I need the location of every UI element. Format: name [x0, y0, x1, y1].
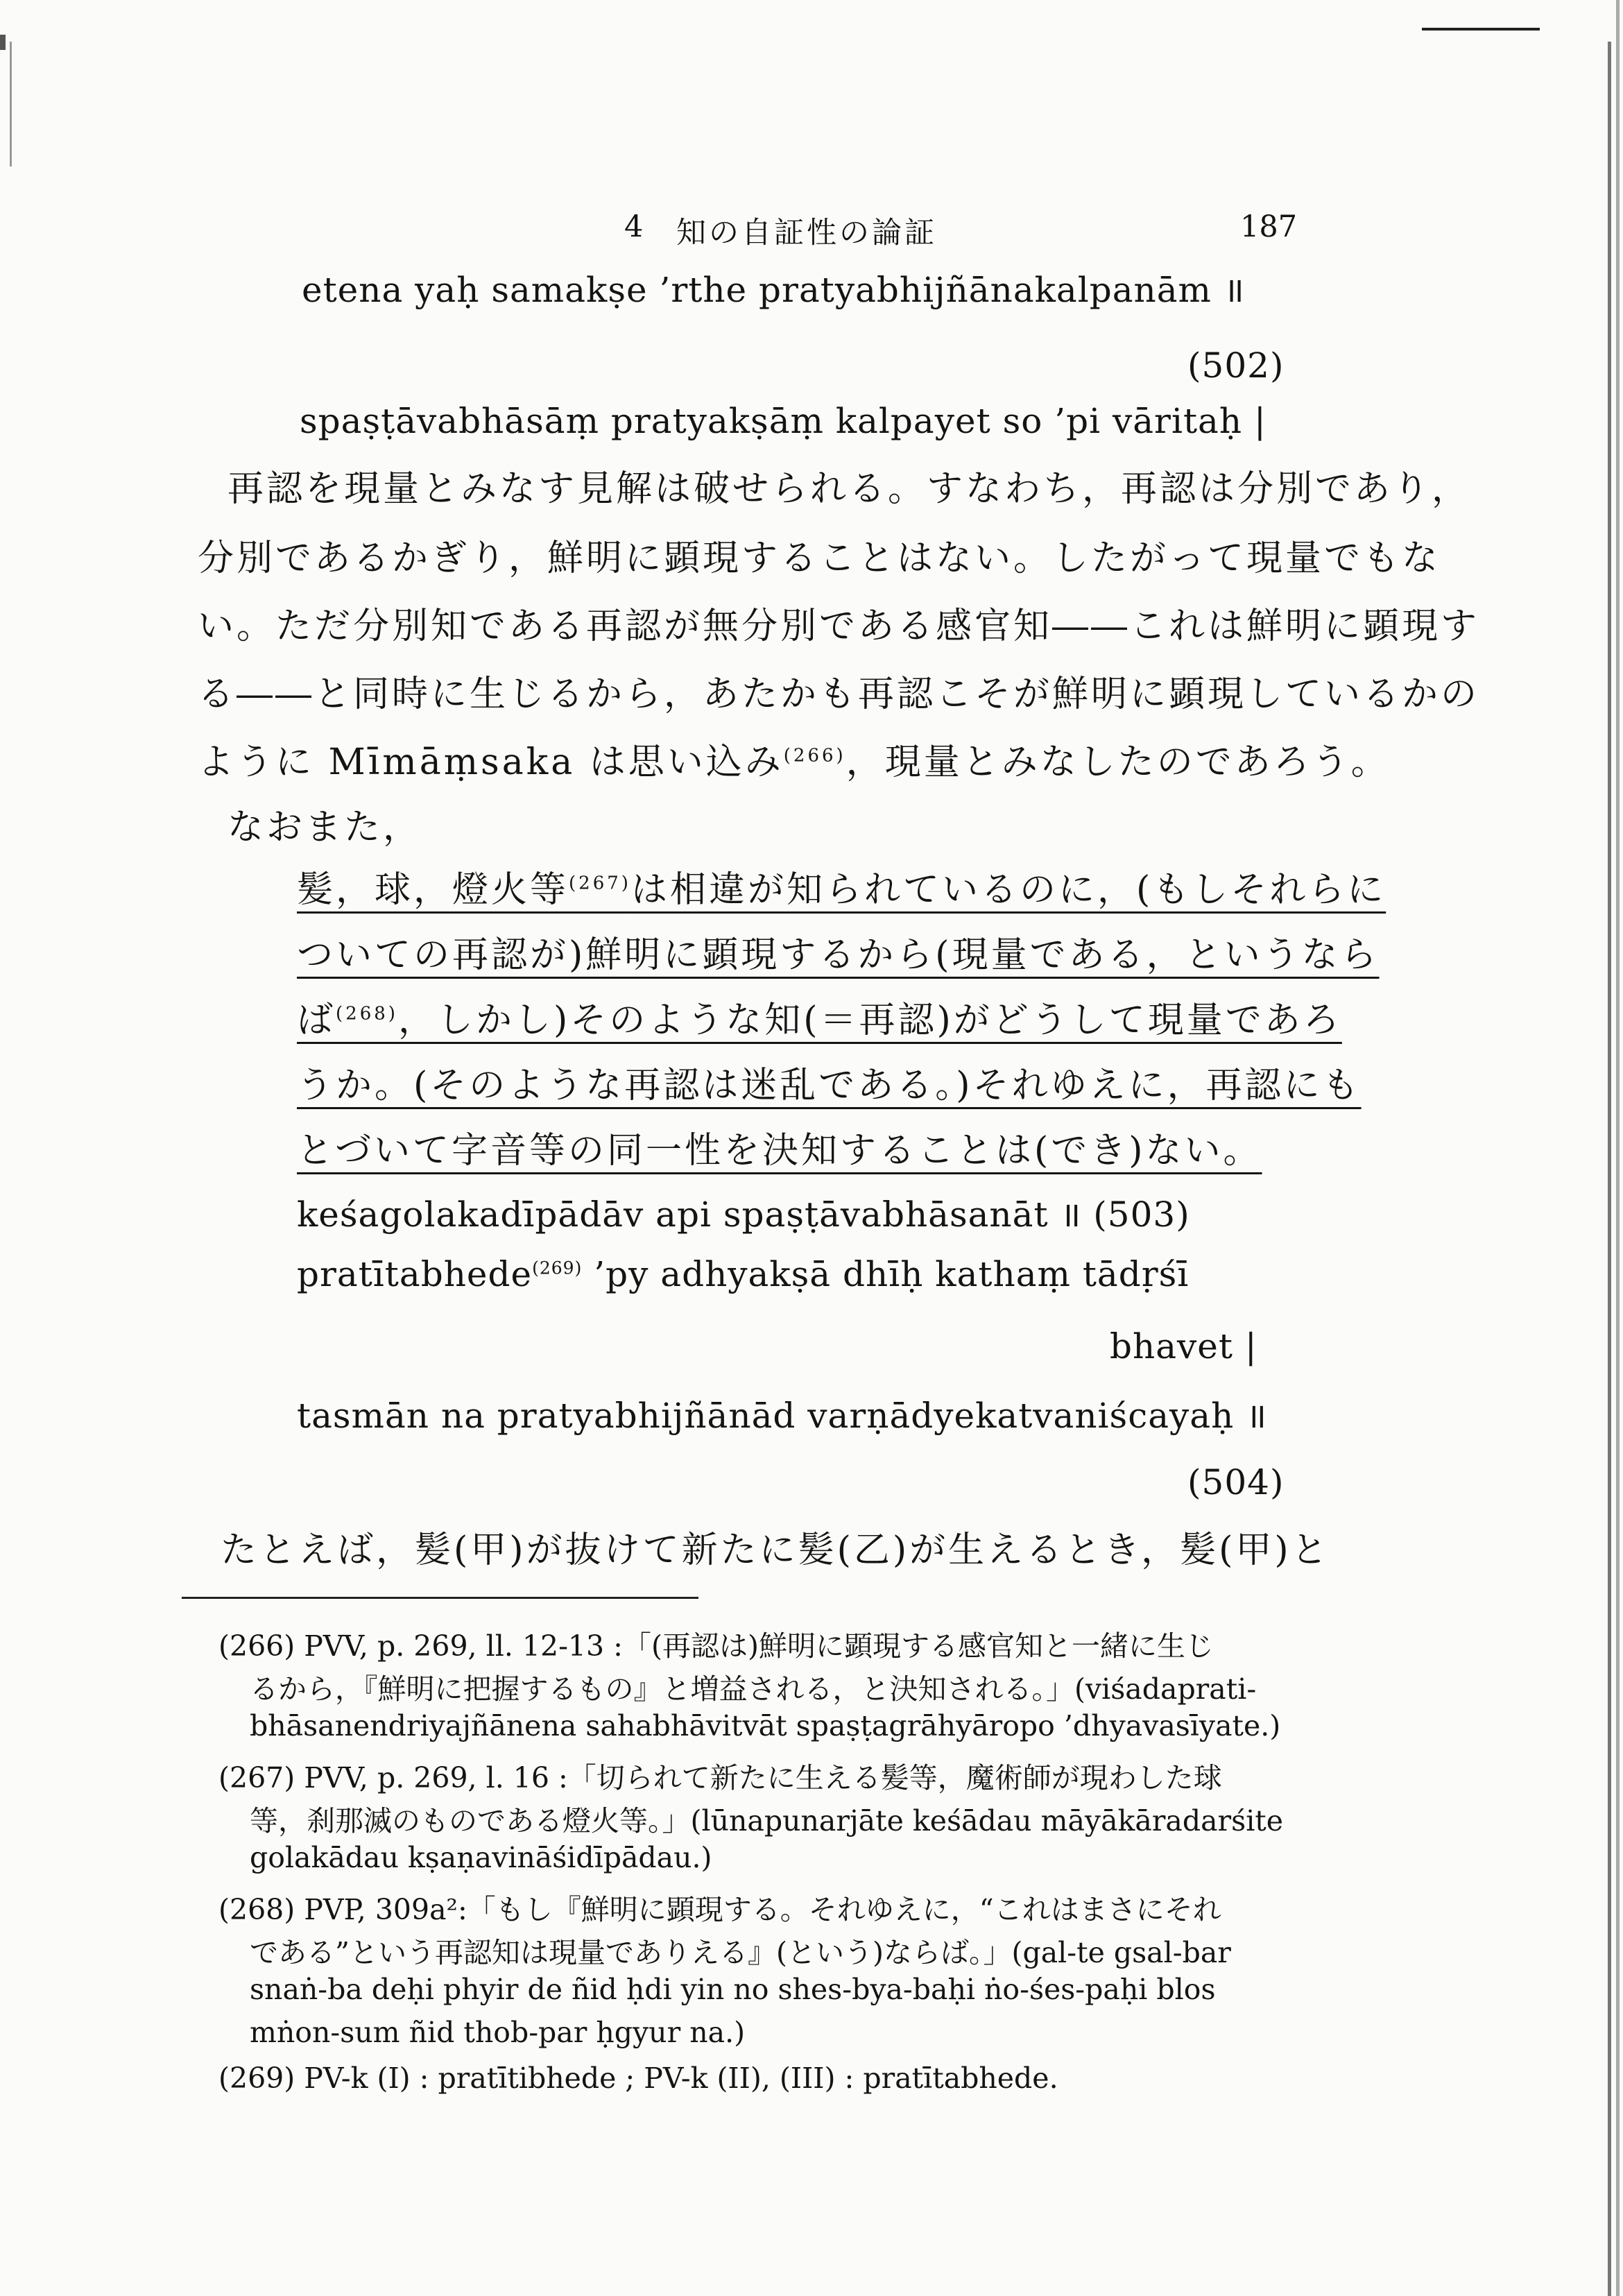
- footnote-267-line: 等，刹那滅のものである燈火等。」(lūnapunarjāte keśādau māyākāradarśite: [250, 1804, 1284, 1837]
- footnote-ref: (269): [532, 1258, 583, 1278]
- text-span: ように Mīmāṃsaka は思い込み: [198, 742, 784, 783]
- quote-line: [297, 860, 1386, 912]
- quote-line: とづいて字音等の同一性を決知することは(でき)ない。: [297, 1130, 1262, 1172]
- verse-503-line-1: keśagolakadīpādāv api spaṣṭāvabhāsanāt ॥ (503): [297, 1194, 1190, 1235]
- quote-line: うか。(そのような再認は迷乱である。)それゆえに，再認にも: [297, 1065, 1362, 1106]
- page-number: 187: [1240, 209, 1298, 244]
- footnote-266-line: (266) PVV, p. 269, ll. 12-13 :「(再認は)鮮明に顕現する感官知と一緒に生じ: [218, 1629, 1214, 1663]
- footnote-266-line: るから，『鮮明に把握するもの』と増益される，と決知される。」(viśadaprati-: [250, 1672, 1257, 1706]
- footnote-268-line: である”という再認知は現量でありえる』(という)ならば。」(gal-te gsal-bar: [250, 1936, 1231, 1969]
- footnote-269-line: (269) PV-k (I) : pratītibhede ; PV-k (II), (III) : pratītabhede.: [218, 2062, 1058, 2095]
- verse-502-line-1: etena yaḥ samakṣe ’rthe pratyabhijñānakalpanām ॥: [302, 270, 1245, 310]
- footnote-ref: (266): [783, 745, 846, 766]
- footnote-rule: [182, 1597, 698, 1599]
- text-span: ば: [297, 1000, 336, 1041]
- paragraph-intro: なおまた，: [227, 807, 422, 848]
- scan-edge-line: [10, 42, 12, 166]
- verse-502-line-2: spaṣṭāvabhāsāṃ pratyakṣāṃ kalpayet so ’pi vāritaḥ |: [300, 401, 1266, 441]
- chapter-title: 知の自証性の論証: [676, 216, 937, 250]
- quote-line: [297, 991, 1342, 1043]
- translation-line: る――と同時に生じるから，あたかも再認こそが鮮明に顕現しているかの: [198, 674, 1480, 715]
- quote-line: ついての再認が)鮮明に顕現するから(現量である，というなら: [297, 934, 1380, 976]
- footnote-266-line: bhāsanendriyajñānena sahabhāvitvāt spaṣṭagrāhyāropo ’dhyavasīyate.): [250, 1709, 1281, 1742]
- scan-right-edge-outer: [1616, 0, 1620, 2296]
- footnote-268-line: (268) PVP, 309a²:「もし『鮮明に顕現する。それゆえに，“これはまさにそれ: [218, 1893, 1221, 1926]
- footnote-268-line: mṅon-sum ñid thob-par ḥgyur na.): [250, 2016, 746, 2049]
- text-span: ，しかし)そのような知(＝再認)がどうして現量であろ: [397, 1000, 1342, 1041]
- translation-line: 分別であるかぎり，鮮明に顕現することはない。したがって現量でもな: [198, 538, 1441, 579]
- scan-corner-rule: [1422, 28, 1540, 31]
- translation-line-last: [198, 733, 1390, 785]
- verse-504-line-3: tasmān na pratyabhijñānād varṇādyekatvaniścayaḥ ॥: [297, 1396, 1268, 1436]
- text-span: ’py adhyakṣā dhīḥ kathaṃ tādṛśī: [582, 1254, 1190, 1294]
- text-span: 髪，球，燈火等: [297, 869, 569, 911]
- footnote-ref: (267): [569, 873, 631, 894]
- footnote-ref: (268): [336, 1003, 398, 1025]
- verse-504-number: (504): [1187, 1462, 1285, 1502]
- verse-503-line-2: [297, 1254, 1189, 1294]
- verse-503-line-2-cont: bhavet |: [1110, 1326, 1257, 1367]
- footnote-267-line: (267) PVV, p. 269, l. 16 :「切られて新たに生える髪等，魔術師が現わした球: [218, 1761, 1222, 1794]
- scan-right-edge: [1608, 42, 1611, 2296]
- footnote-268-line: snaṅ-ba deḥi phyir de ñid ḥdi yin no shes-bya-baḥi ṅo-śes-paḥi blos: [250, 1973, 1216, 2006]
- translation-line: 再認を現量とみなす見解は破せられる。すなわち，再認は分別であり，: [227, 468, 1471, 510]
- continuation-text: たとえば，髪(甲)が抜けて新たに髪(乙)が生えるとき，髪(甲)と: [221, 1530, 1330, 1571]
- footnote-267-line: golakādau kṣaṇavināśidīpādau.): [250, 1841, 712, 1874]
- text-span: pratītabhede: [297, 1254, 533, 1294]
- verse-502-number: (502): [1187, 345, 1285, 386]
- text-span: ，現量とみなしたのであろう。: [845, 742, 1390, 783]
- scan-edge-mark: [0, 35, 6, 50]
- translation-line: い。ただ分別知である再認が無分別である感官知――これは鮮明に顕現す: [198, 606, 1480, 647]
- chapter-number: 4: [624, 209, 644, 244]
- text-span: は相違が知られているのに，(もしそれらに: [630, 869, 1386, 911]
